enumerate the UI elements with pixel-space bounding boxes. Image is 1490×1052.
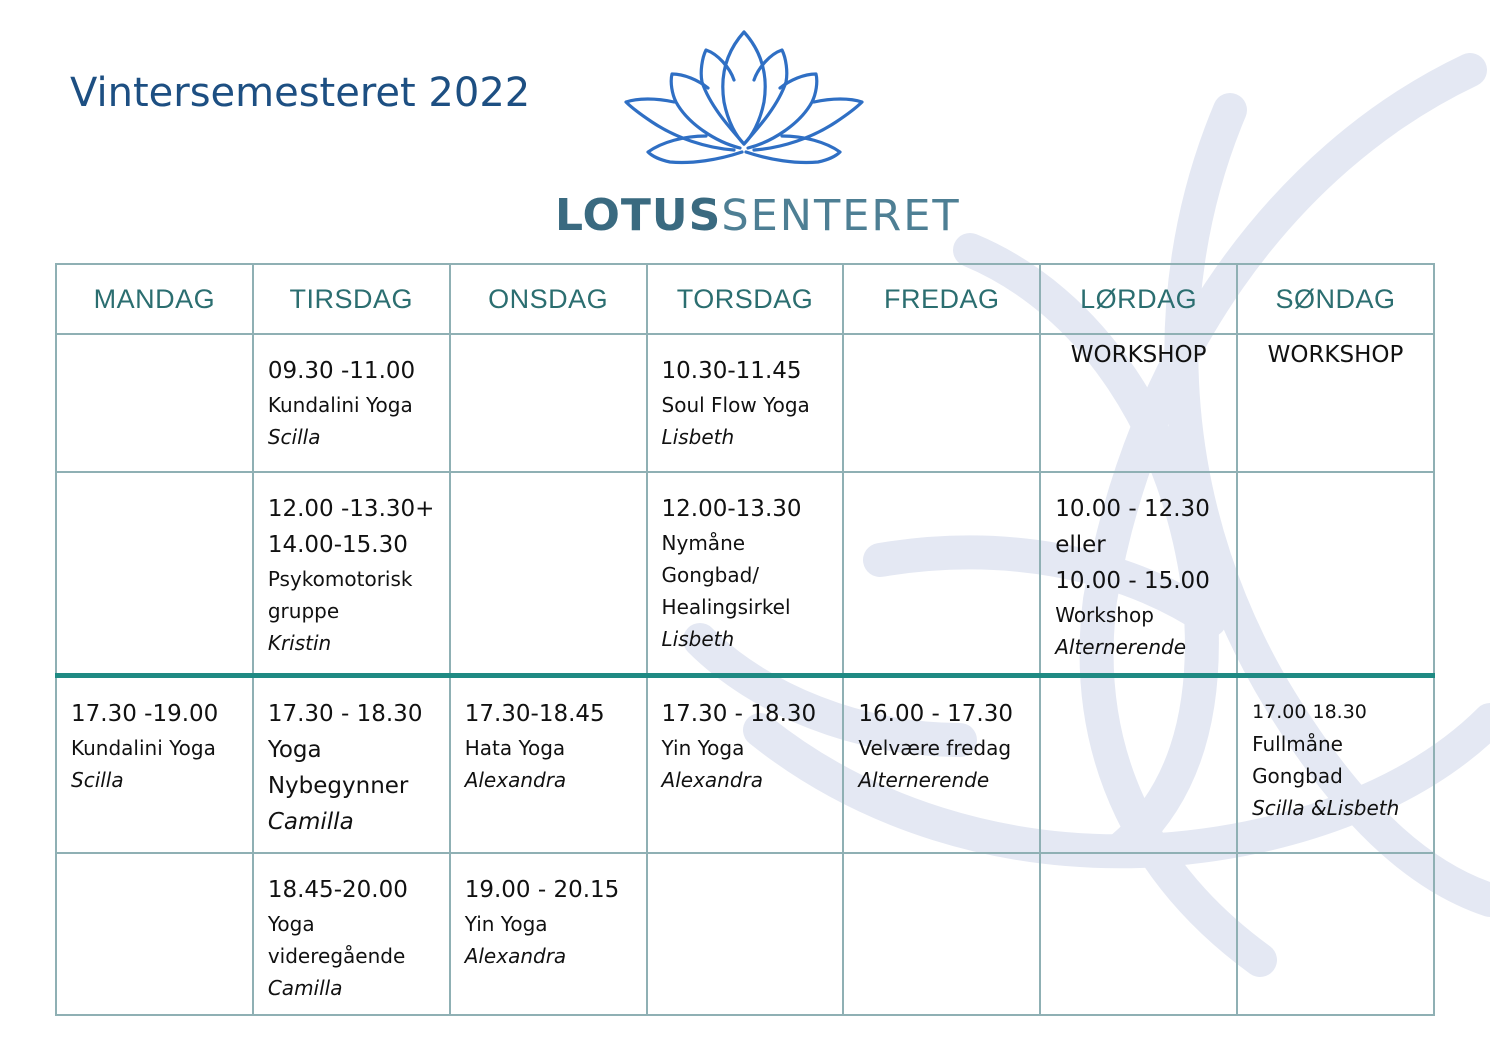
schedule-cell: [1040, 853, 1237, 1015]
class-time: 19.00 - 20.15: [464, 877, 620, 903]
class-name: Fullmåne: [1252, 732, 1343, 756]
header-row: [56, 264, 1434, 334]
schedule-cell: [450, 676, 647, 854]
class-time: 17.30-18.45: [464, 701, 605, 727]
schedule-cell: [56, 472, 253, 676]
schedule-cell: [450, 853, 647, 1015]
instructor: Kristin: [267, 631, 332, 655]
class-name: Nybegynner: [267, 773, 409, 799]
instructor: Camilla: [267, 976, 343, 1000]
class-name: Healingsirkel: [661, 595, 791, 619]
class-time: 10.00 - 12.30: [1055, 496, 1210, 522]
schedule-cell: [1237, 853, 1434, 1015]
class-time: 12.00 -13.30+: [267, 496, 435, 522]
class-time: 10.30-11.45: [661, 358, 802, 384]
instructor: Alternerende: [858, 768, 990, 792]
brand-part-lotus: LOTUS: [555, 190, 722, 241]
instructor: Camilla: [267, 809, 354, 835]
schedule-cell: [253, 676, 450, 854]
table-row: [56, 472, 1434, 676]
table-row: [56, 334, 1434, 472]
day-header: MANDAG: [56, 264, 253, 334]
class-time: 16.00 - 17.30: [858, 701, 1013, 727]
class-time: 18.45-20.00: [267, 877, 408, 903]
class-time: 12.00-13.30: [661, 496, 802, 522]
schedule-cell: [1040, 472, 1237, 676]
class-time: 10.00 - 15.00: [1055, 568, 1210, 594]
class-time: 17.30 - 18.30: [267, 701, 423, 727]
class-name: Hata Yoga: [464, 736, 566, 760]
day-header: ONSDAG: [450, 264, 647, 334]
day-header: SØNDAG: [1237, 264, 1434, 334]
lotus-logo-icon: [622, 24, 866, 170]
schedule-cell: [647, 472, 844, 676]
schedule-cell: [450, 334, 647, 472]
instructor: Lisbeth: [661, 627, 735, 651]
schedule-cell: [1040, 334, 1237, 472]
class-name: Yoga: [267, 737, 322, 763]
schedule-cell: [647, 853, 844, 1015]
schedule-cell-highlighted: [647, 334, 844, 472]
class-name: gruppe: [267, 599, 340, 623]
instructor: Scilla: [267, 425, 321, 449]
workshop-label: WORKSHOP: [1267, 342, 1404, 368]
schedule-cell: [1237, 334, 1434, 472]
table-row: [56, 853, 1434, 1015]
class-name: Yin Yoga: [464, 912, 548, 936]
schedule-cell: [843, 676, 1040, 854]
class-time: 17.00 18.30: [1252, 701, 1367, 723]
class-name: videregående: [267, 944, 406, 968]
class-name: Psykomotorisk: [267, 567, 413, 591]
schedule-cell: [1040, 676, 1237, 854]
class-name: Nymåne: [661, 531, 746, 555]
instructor: Alexandra: [464, 944, 567, 968]
schedule-cell: [647, 676, 844, 854]
schedule-cell: [1237, 472, 1434, 676]
schedule-cell: [843, 334, 1040, 472]
instructor: Alexandra: [661, 768, 764, 792]
instructor: Lisbeth: [661, 425, 735, 449]
page-title: Vintersemesteret 2022: [70, 70, 531, 116]
day-header: LØRDAG: [1040, 264, 1237, 334]
schedule-cell: [843, 472, 1040, 676]
class-name: Yin Yoga: [661, 736, 745, 760]
instructor: Alexandra: [464, 768, 567, 792]
brand-wordmark: [555, 190, 961, 241]
class-time: 17.30 -19.00: [71, 701, 219, 727]
class-name: Soul Flow Yoga: [661, 393, 810, 417]
class-name: Kundalini Yoga: [267, 393, 413, 417]
class-name: Velvære fredag: [858, 736, 1012, 760]
schedule-cell: [843, 853, 1040, 1015]
schedule-cell: [253, 334, 450, 472]
table-row: [56, 676, 1434, 854]
class-name: Workshop: [1055, 603, 1154, 627]
schedule-cell: [1237, 676, 1434, 854]
workshop-label: WORKSHOP: [1070, 342, 1207, 368]
instructor: Scilla &Lisbeth: [1252, 796, 1400, 820]
schedule-cell: [450, 472, 647, 676]
schedule-cell: [253, 472, 450, 676]
class-time: 14.00-15.30: [267, 532, 408, 558]
day-header: FREDAG: [843, 264, 1040, 334]
class-note: eller: [1055, 532, 1106, 558]
day-header: TORSDAG: [647, 264, 844, 334]
class-name: Gongbad/: [661, 563, 760, 587]
weekly-schedule-table: [55, 263, 1435, 1016]
schedule-cell: [56, 676, 253, 854]
instructor: Scilla: [71, 768, 124, 792]
instructor: Alternerende: [1055, 635, 1187, 659]
brand-part-senteret: SENTERET: [721, 191, 961, 241]
class-name: Yoga: [267, 912, 315, 936]
class-name: Kundalini Yoga: [71, 736, 216, 760]
schedule-cell: [56, 334, 253, 472]
class-time: 17.30 - 18.30: [661, 701, 817, 727]
day-header: TIRSDAG: [253, 264, 450, 334]
schedule-cell: [253, 853, 450, 1015]
class-name: Gongbad: [1252, 764, 1343, 788]
schedule-cell: [56, 853, 253, 1015]
class-time: 09.30 -11.00: [267, 358, 416, 384]
